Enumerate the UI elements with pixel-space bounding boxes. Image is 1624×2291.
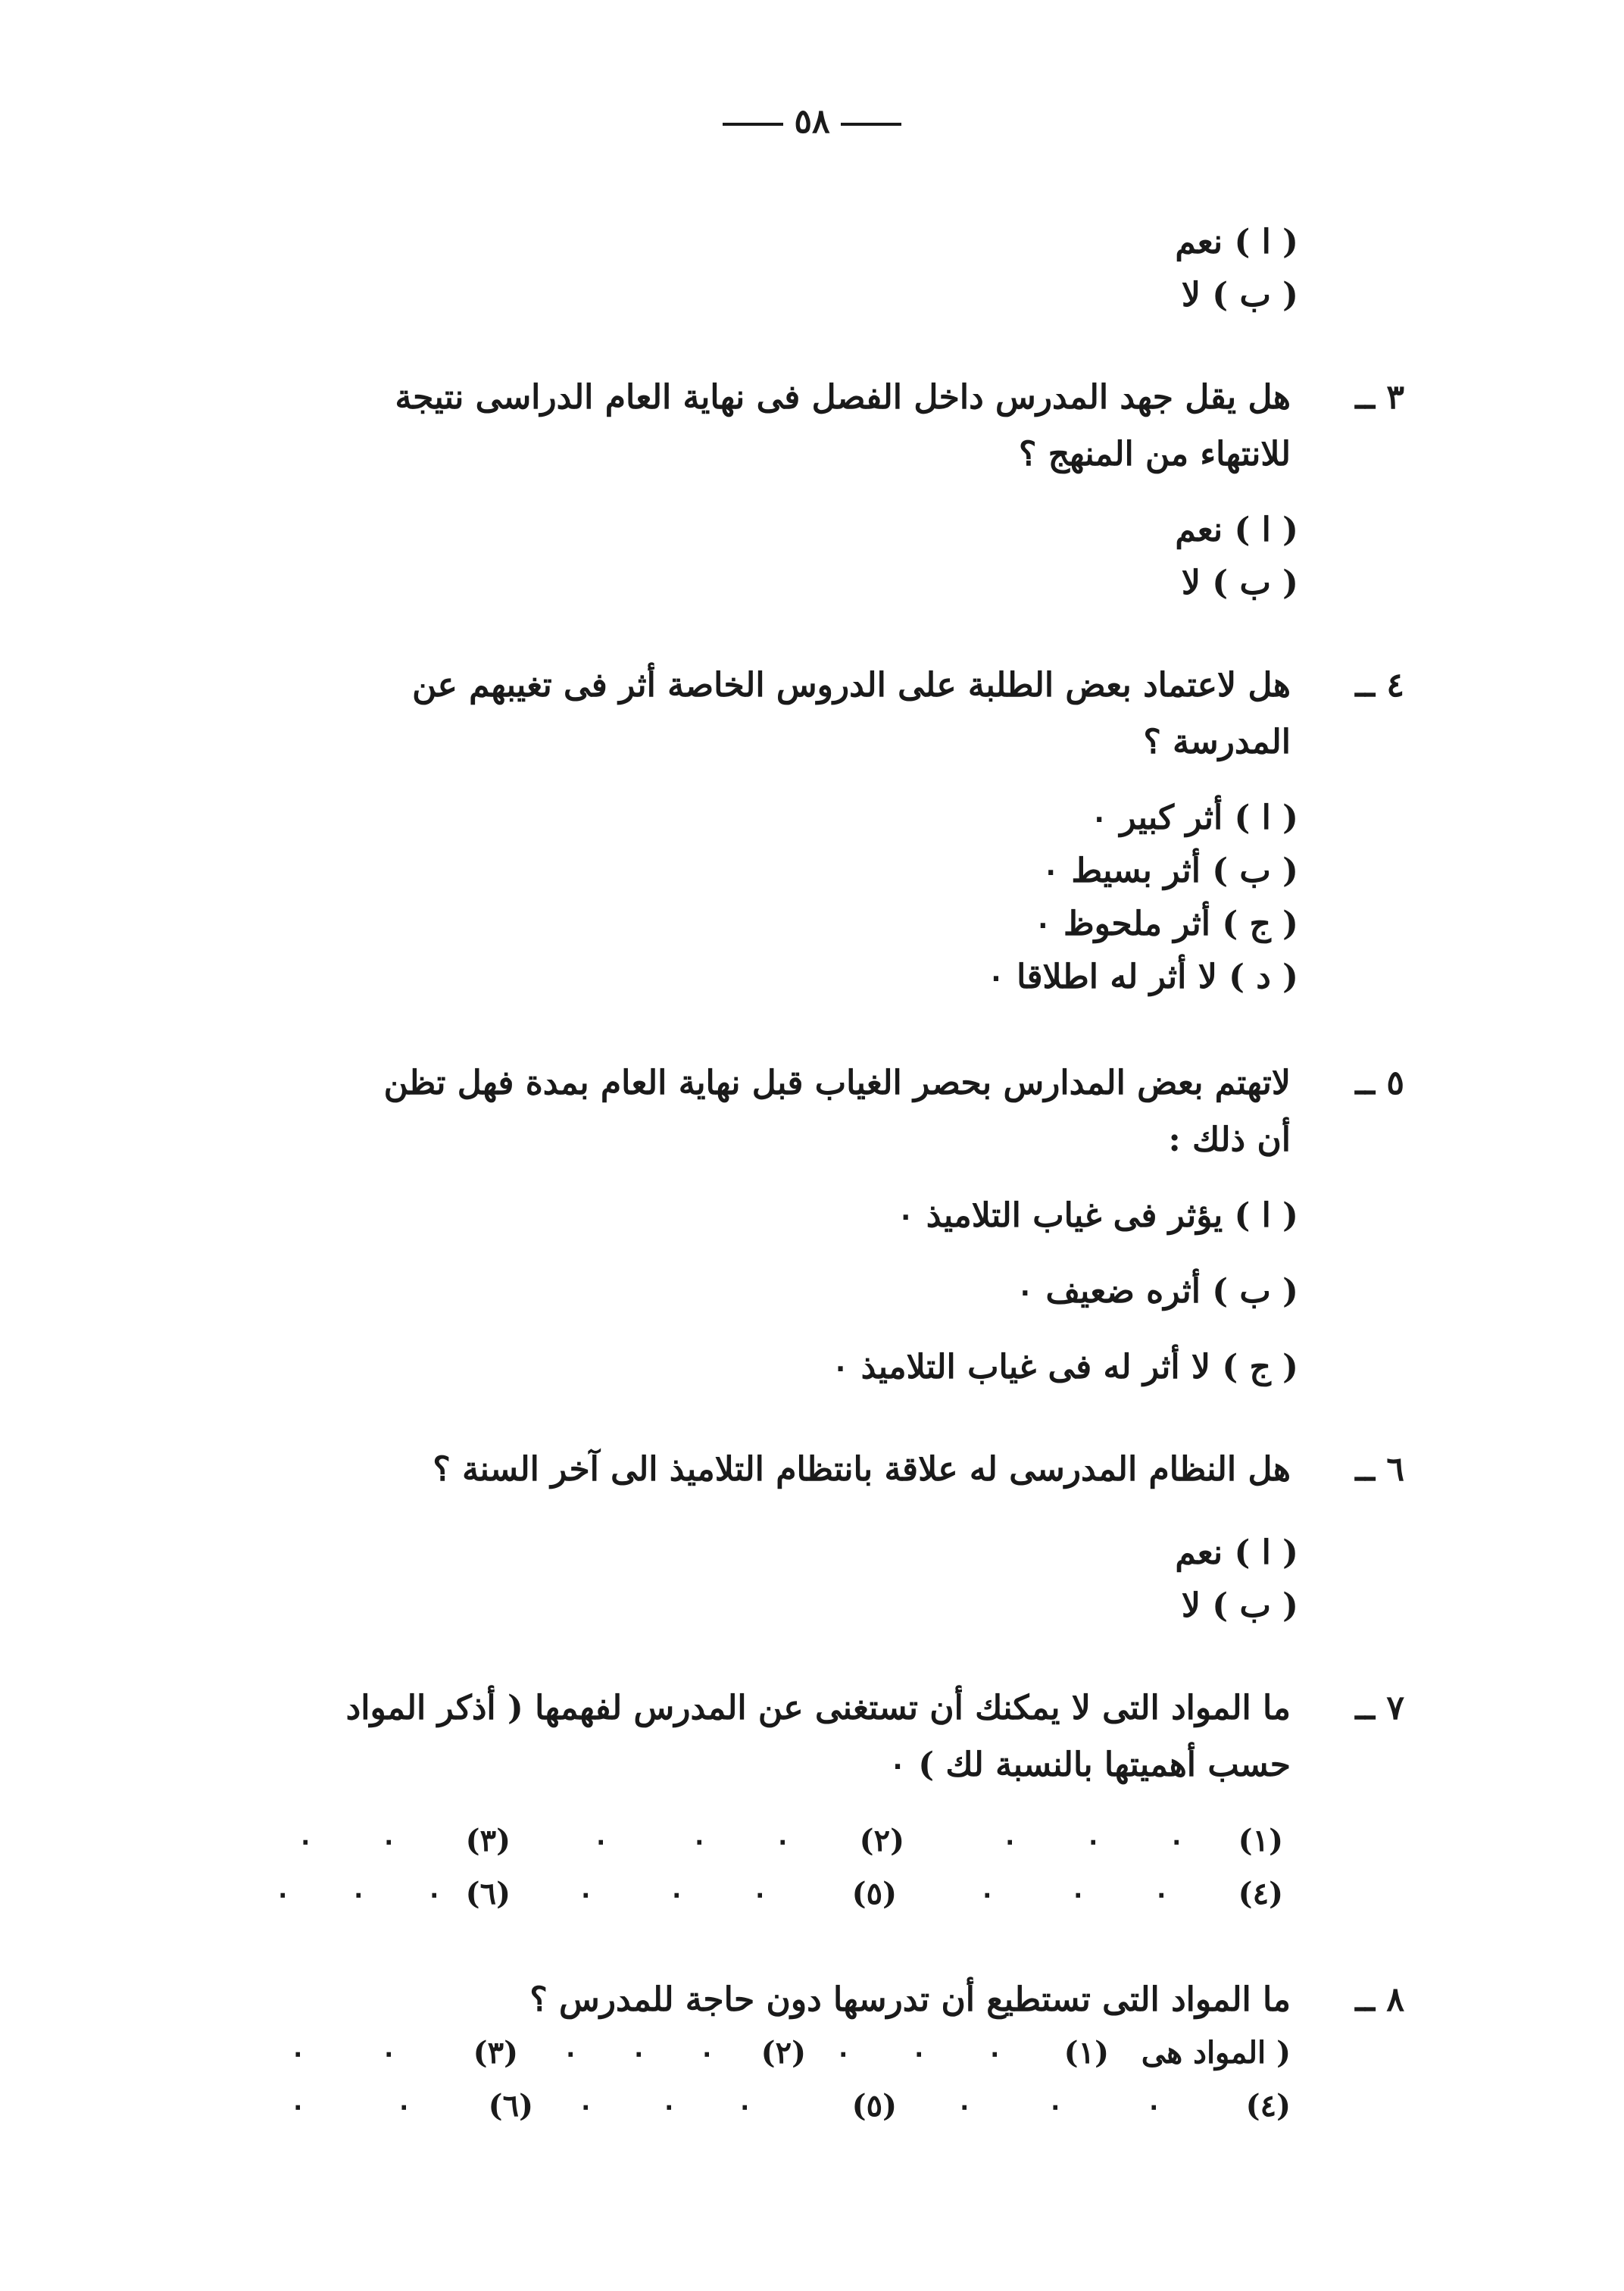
option-line: ( ا ) نعم <box>1175 511 1298 549</box>
blank-prefix: ( المواد هى <box>1141 2035 1291 2071</box>
question-number: ٤ ــ <box>1355 666 1404 705</box>
option-line: ( ا ) يؤثر فى غياب التلاميذ ٠ <box>896 1196 1298 1235</box>
option-line: ( ج ) أثر ملحوظ ٠ <box>1034 905 1298 943</box>
blank-label: (٤) <box>1238 1876 1283 1911</box>
dash-right <box>841 123 901 126</box>
option-line: ( ب ) لا <box>1181 564 1298 602</box>
blank-label: (٢) <box>859 1823 904 1858</box>
blank-label: (٣) <box>465 1823 511 1858</box>
blank-label: (٥) <box>851 2088 897 2124</box>
question-stem: ما المواد التى لا يمكنك أن تستغنى عن المدرس لفهمها ( أذكر المواد <box>345 1689 1291 1727</box>
dash-left <box>723 123 783 126</box>
answer-blank-row: ( المواد هى (١) ٠ ٠ ٠ (٢) ٠ ٠ ٠ (٣) ٠ ٠ <box>0 2030 1624 2076</box>
answer-blank-row: (٤) ٠ ٠ ٠ (٥) ٠ ٠ ٠ (٦) ٠ ٠ <box>0 2083 1624 2129</box>
question-number: ٣ ــ <box>1355 378 1404 417</box>
option-line: ( ب ) لا <box>1181 1586 1298 1625</box>
question-number: ٨ ــ <box>1355 1980 1404 2019</box>
question-stem: حسب أهميتها بالنسبة لك ) ٠ <box>889 1746 1291 1784</box>
blank-label: (٣) <box>473 2035 518 2071</box>
option-line: ( ج ) لا أثر له فى غياب التلاميذ ٠ <box>831 1348 1298 1386</box>
option-line: ( د ) لا أثر له اطلاقا ٠ <box>987 958 1298 996</box>
blank-label: (٦) <box>488 2088 533 2124</box>
question-stem: هل يقل جهد المدرس داخل الفصل فى نهاية العام الدراسى نتيجة <box>395 378 1291 417</box>
page-number: ٥٨ <box>0 102 1624 141</box>
question-stem: لاتهتم بعض المدارس بحصر الغياب قبل نهاية العام بمدة فهل تظن <box>383 1064 1291 1102</box>
option-line: ( ا ) أثر كبير ٠ <box>1090 799 1298 837</box>
question-stem: المدرسة ؟ <box>1143 723 1291 761</box>
option-line: ( ا ) نعم <box>1175 223 1298 261</box>
blank-label: (٥) <box>851 1876 897 1911</box>
question-stem: هل لاعتماد بعض الطلبة على الدروس الخاصة أثر فى تغيبهم عن <box>412 666 1291 705</box>
blank-label: (١) <box>1063 2035 1109 2071</box>
option-line: ( ا ) نعم <box>1175 1533 1298 1572</box>
question-stem: أن ذلك : <box>1168 1120 1291 1159</box>
blank-label: (٤) <box>1245 2088 1291 2124</box>
question-stem: هل النظام المدرسى له علاقة بانتظام التلاميذ الى آخر السنة ؟ <box>433 1450 1291 1489</box>
option-line: ( ب ) أثر بسيط ٠ <box>1042 852 1298 890</box>
option-line: ( ب ) أثره ضعيف ٠ <box>1016 1272 1298 1311</box>
answer-blank-row: (١) ٠ ٠ ٠ (٢) ٠ ٠ ٠ (٣) ٠ ٠ <box>0 1818 1624 1864</box>
option-line: ( ب ) لا <box>1181 276 1298 314</box>
blank-label: (٢) <box>760 2035 806 2071</box>
blank-label: (٦) <box>465 1876 511 1911</box>
question-stem: للانتهاء من المنهج ؟ <box>1019 435 1291 474</box>
question-number: ٧ ــ <box>1355 1689 1404 1727</box>
question-stem: ما المواد التى تستطيع أن تدرسها دون حاجة للمدرس ؟ <box>529 1980 1291 2019</box>
answer-blank-row: (٤) ٠ ٠ ٠ (٥) ٠ ٠ ٠ (٦) ٠ ٠ ٠ <box>0 1871 1624 1917</box>
blank-label: (١) <box>1238 1823 1283 1858</box>
question-number: ٦ ــ <box>1355 1450 1404 1489</box>
question-number: ٥ ــ <box>1355 1064 1404 1102</box>
